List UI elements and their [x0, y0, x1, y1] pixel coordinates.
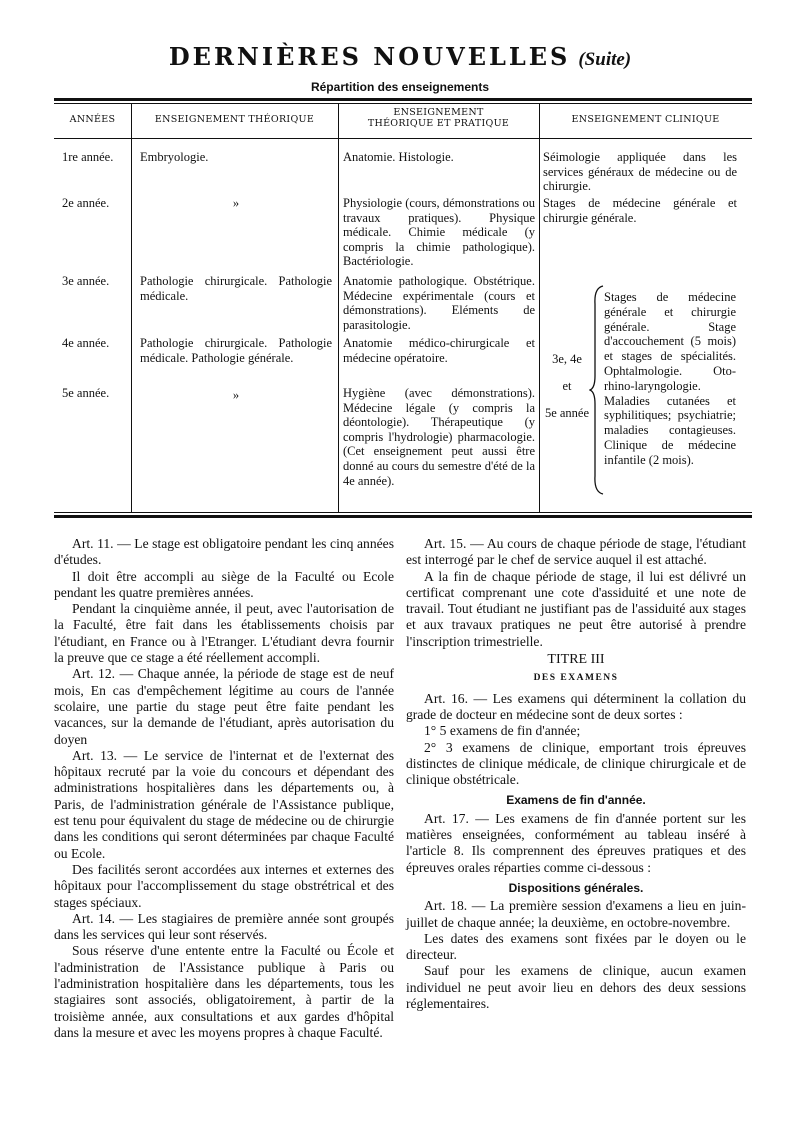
row2-theorique: »	[232, 196, 240, 210]
art16-item-1: 1° 5 examens de fin d'année;	[424, 723, 581, 739]
art16-item-2: 2° 3 examens de clinique, emportant trois épreuves distinctes de clinique médicale, de clinique chirurgicale et de clinique obstétricale.	[406, 739, 746, 788]
row5-theorique: »	[232, 388, 240, 402]
art12-paragraph: Art. 12. — Chaque année, la période de stage est de neuf mois, En cas d'empêchement légitime au cours de l'année scolaire, une partie du stage peut être faite pendant les vacances, sur la demande de l'étudiant, après autorisation du doyen	[54, 666, 394, 747]
row2-year: 2e année.	[62, 196, 110, 210]
art11-paragraph: Art. 11. — Le stage est obligatoire pendant les cinq années d'études.	[54, 536, 394, 568]
art11-paragraph-2: Il doit être accompli au siège de la Faculté ou Ecole pendant les quatre premières années.	[54, 568, 394, 600]
row4-year: 4e année.	[62, 336, 110, 350]
titre-heading: TITRE III	[547, 652, 605, 668]
right-column	[406, 536, 746, 1012]
col-divider-2	[338, 103, 339, 512]
art18-paragraph: Art. 18. — La première session d'examens a lieu en juin-juillet de chaque année; la deuxième, en octobre-novembre.	[406, 898, 746, 930]
row5-pratique: Hygiène (avec démonstrations). Médecine légale (y compris la déontologie). Thérapeutique (y compris l'hydrologie) pharmacologie. (Cet enseignement peut aussi être donné au cours du semestre d'été de la 4e année).	[343, 386, 535, 488]
table-bottom-rule-thin	[54, 512, 752, 513]
header-theorique-pratique	[338, 107, 539, 129]
col-divider-3	[539, 103, 540, 512]
group-years-line2: et	[562, 379, 572, 393]
art18-paragraph-3: Sauf pour les examens de clinique, aucun examen individuel ne peut avoir lieu en dehors des deux sessions réglementaires.	[406, 963, 746, 1012]
row3-year: 3e année.	[62, 274, 110, 288]
page-title	[0, 42, 800, 71]
art18-paragraph-2: Les dates des examens sont fixées par le doyen ou le directeur.	[406, 930, 746, 963]
row1-clinique: Séimologie appliquée dans les services généraux de médecine ou de chirurgie.	[543, 150, 737, 194]
row5-year: 5e année.	[62, 386, 110, 400]
group-years-label	[541, 350, 593, 423]
title-suite: (Suite)	[578, 49, 632, 70]
row2-pratique: Physiologie (cours, démonstrations ou travaux pratiques). Physique médicale. Chimie médicale (y compris la chimie pathologique). Bactériologie.	[343, 196, 535, 269]
row3-pratique: Anatomie pathologique. Obstétrique. Médecine expérimentale (cours et démonstrations). Eléments de parasitologie.	[343, 274, 535, 332]
header-annees: ANNÉES	[69, 114, 116, 125]
group-years-line1: 3e, 4e	[552, 352, 582, 366]
art13-paragraph-2: Des facilités seront accordées aux internes et externes des hôpitaux pour l'accomplissement du stage obstrétrical et des stages spéciaux.	[54, 861, 394, 910]
art13-paragraph: Art. 13. — Le service de l'internat et de l'externat des hôpitaux recruté par la voie du concours et dépendant des administrations hospitalières dans les départements ou, à Paris, de l'administration générale de l'Assistance publique, est tenu pour équivalent du stage de médecine ou de chirurgie dans les conditions qui seront déterminées par chaque Faculté ou Ecole.	[54, 747, 394, 861]
table-caption: Répartition des enseignements	[310, 80, 490, 94]
art16-paragraph: Art. 16. — Les examens qui déterminent la collation du grade de docteur en médecine sont de deux sortes :	[406, 690, 746, 722]
art15-paragraph: Art. 15. — Au cours de chaque période de stage, l'étudiant est interrogé par le chef de service auquel il est attaché.	[406, 536, 746, 568]
art11-paragraph-3: Pendant la cinquième année, il peut, avec l'autorisation de la Faculté, être fait dans les établissements choisis par l'étudiant, en France ou à l'Etranger. L'étudiant devra fournir la preuve que ce stage a été réellement accompli.	[54, 601, 394, 666]
row3-theorique: Pathologie chirurgicale. Pathologie médicale.	[140, 274, 332, 303]
row4-pratique: Anatomie médico-chirurgicale et médecine opératoire.	[343, 336, 535, 365]
left-column	[54, 536, 394, 1041]
row4-theorique: Pathologie chirurgicale. Pathologie médicale. Pathologie générale.	[140, 336, 332, 365]
header-bottom-rule	[54, 138, 752, 139]
subheading-dispositions: Dispositions générales.	[508, 880, 644, 895]
title-text: DERNIÈRES NOUVELLES	[168, 42, 571, 71]
header-theorique: ENSEIGNEMENT THÉORIQUE	[154, 114, 315, 125]
col-divider-1	[131, 103, 132, 512]
group-years-line3: 5e année	[544, 406, 590, 420]
row1-pratique: Anatomie. Histologie.	[343, 150, 454, 164]
row1-theorique: Embryologie.	[140, 150, 209, 164]
subheading-examens: Examens de fin d'année.	[506, 793, 646, 808]
art14-paragraph-2: Sous réserve d'une entente entre la Faculté ou École et l'administration de l'Assistance publique à Paris ou l'administration hospitalière dans les départements, tous les stagiaires sont associés, obligatoirement, à partir de la troisième année, aux consultations et aux gardes d'hôpital dans la mesure et avec les moyens propres à chaque Faculté.	[54, 943, 394, 1040]
table-top-rule	[54, 98, 752, 101]
art17-paragraph: Art. 17. — Les examens de fin d'année portent sur les matières enseignées, conformément au tableau inséré à l'article 8. Ils comprennent des épreuves pratiques et des épreuves orales réparties comme ci-dessous :	[406, 810, 746, 875]
header-col3-line1: ENSEIGNEMENT	[393, 107, 484, 118]
row2-clinique: Stages de médecine générale et chirurgie générale.	[543, 196, 737, 225]
group-brace	[589, 284, 605, 496]
table-top-rule-thin	[54, 103, 752, 104]
group-clinique: Stages de médecine générale et chirurgie générale. Stage d'accouchement (5 mois) et stages de spécialités. Ophtalmologie. Oto-rhino-laryngologie. Maladies cutanées et syphilitiques; psychiatrie; maladies contagieuses. Clinique de médecine infantile (2 mois).	[604, 290, 736, 467]
section-heading: DES EXAMENS	[533, 673, 619, 684]
row1-year: 1re année.	[62, 150, 114, 164]
art15-paragraph-2: A la fin de chaque période de stage, il lui est délivré un certificat comprenant une cote d'assiduité et une note de travail. Tout étudiant ne justifiant pas de l'assiduité aux stages et aux travaux pratiques ne peut être autorisé à prendre l'inscription trimestrielle.	[406, 568, 746, 649]
header-clinique: ENSEIGNEMENT CLINIQUE	[571, 114, 720, 125]
art14-paragraph: Art. 14. — Les stagiaires de première année sont groupés dans les services qui leur sont réservés.	[54, 910, 394, 943]
header-col3-line2: THÉORIQUE ET PRATIQUE	[367, 118, 510, 129]
table-bottom-rule	[54, 515, 752, 518]
